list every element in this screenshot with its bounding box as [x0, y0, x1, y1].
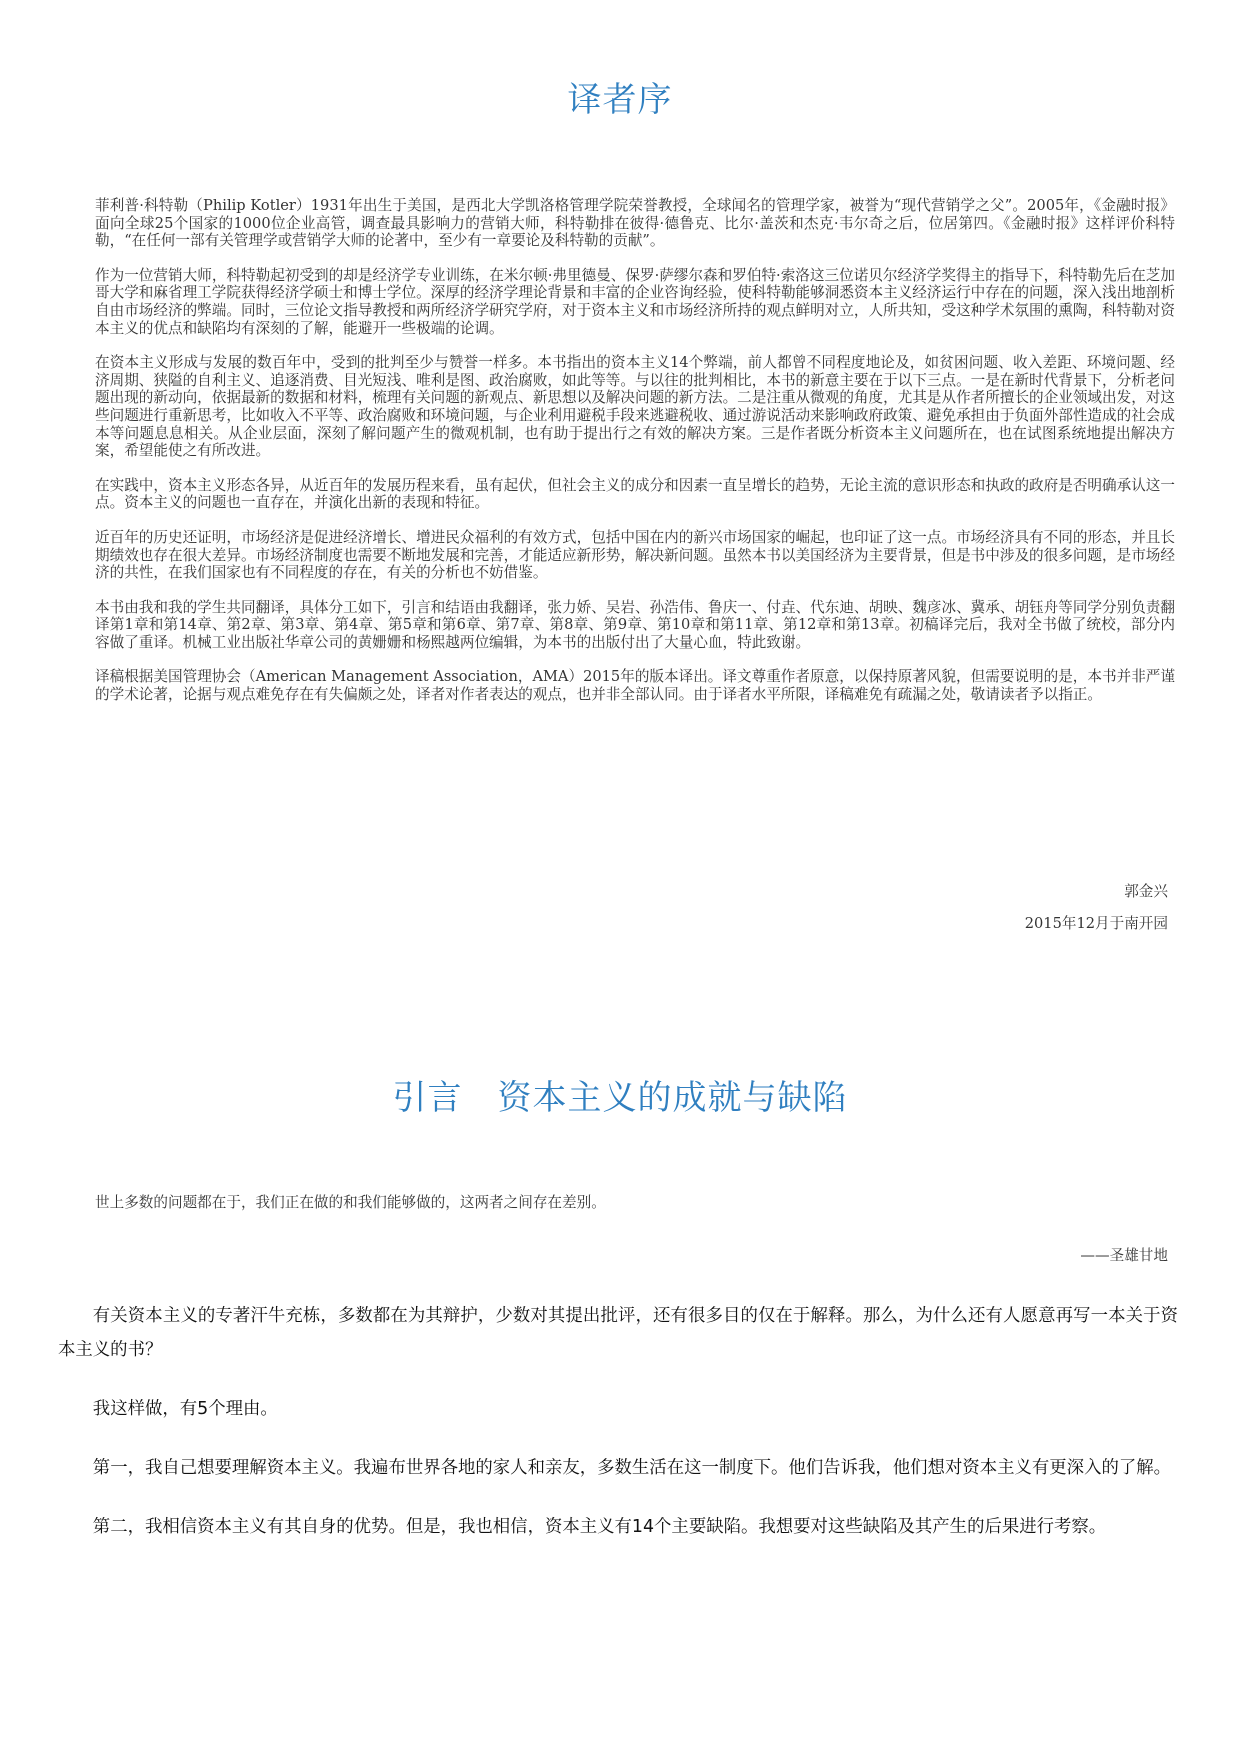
preface-paragraph: 在实践中，资本主义形态各异，从近百年的发展历程来看，虽有起伏，但社会主义的成分和因素一直呈增长的趋势，无论主流的意识形态和执政的政府是否明确承认这一点。资本主义的问题也一直存在，并演化出新的表现和特征。 [95, 476, 1175, 512]
intro-paragraph: 有关资本主义的专著汗牛充栋，多数都在为其辩护，少数对其提出批评，还有很多目的仅在于解释。那么，为什么还有人愿意再写一本关于资本主义的书？ [58, 1306, 1178, 1360]
translation-date: 2015年12月于南开园 [1024, 915, 1168, 932]
intro-paragraph: 我这样做，有5个理由。 [92, 1399, 278, 1419]
intro-paragraph: 第二，我相信资本主义有其自身的优势。但是，我也相信，资本主义有14个主要缺陷。我想要对这些缺陷及其产生的后果进行考察。 [92, 1517, 1107, 1537]
preface-paragraph: 作为一位营销大师，科特勒起初受到的却是经济学专业训练，在米尔顿·弗里德曼、保罗·萨缪尔森和罗伯特·索洛这三位诺贝尔经济学奖得主的指导下，科特勒先后在芝加哥大学和麻省理工学院获得经济学硕士和博士学位。深厚的经济学理论背景和丰富的企业咨询经验，使科特勒能够洞悉资本主义经济运行中存在的问题，深入浅出地剖析自由市场经济的弊端。同时，三位论文指导教授和两所经济学研究学府，对于资本主义和市场经济所持的观点鲜明对立，人所共知，受这种学术氛围的熏陶，科特勒对资本主义的优点和缺陷均有深刻的了解，能避开一些极端的论调。 [95, 266, 1175, 337]
preface-title: 译者序 [567, 80, 673, 120]
preface-paragraph: 菲利普·科特勒（Philip Kotler）1931年出生于美国，是西北大学凯洛格管理学院荣誉教授，全球闻名的管理学家，被誉为“现代营销学之父”。2005年，《金融时报》面向全球25个国家的1000位企业高管，调查最具影响力的营销大师，科特勒排在彼得·德鲁克、比尔·盖茨和杰克·韦尔奇之后，位居第四。《金融时报》这样评价科特勒，“在任何一部有关管理学或营销学大师的论著中，至少有一章要论及科特勒的贡献”。 [95, 197, 1175, 250]
translator-signature: 郭金兴 [1124, 883, 1168, 900]
preface-paragraph: 在资本主义形成与发展的数百年中，受到的批判至少与赞誉一样多。本书指出的资本主义14个弊端，前人都曾不同程度地论及，如贫困问题、收入差距、环境问题、经济周期、狭隘的自利主义、追逐消费、目光短浅、唯利是图、政治腐败，如此等等。与以往的批判相比，本书的新意主要在于以下三点。一是在新时代背景下，分析老问题出现的新动向，依据最新的数据和材料，梳理有关问题的新观点、新思想以及解决问题的新方法。二是注重从微观的角度，尤其是从作者所擅长的企业领域出发，对这些问题进行重新思考，比如收入不平等、政治腐败和环境问题，与企业利用避税手段来逃避税收、通过游说活动来影响政府政策、避免承担由于负面外部性造成的社会成本等问题息息相关。从企业层面，深刻了解问题产生的微观机制，也有助于提出行之有效的解决方案。三是作者既分析资本主义问题所在，也在试图系统地提出解决方案，希望能使之有所改进。 [95, 354, 1175, 460]
preface-paragraph: 本书由我和我的学生共同翻译，具体分工如下，引言和结语由我翻译，张力娇、吴岩、孙浩伟、鲁庆一、付垚、代东迪、胡映、魏彦冰、冀承、胡钰舟等同学分别负责翻译第1章和第14章、第2章、第3章、第4章、第5章和第6章、第7章、第8章、第9章、第10章和第11章、第12章和第13章。初稿译完后，我对全书做了统校，部分内容做了重译。机械工业出版社华章公司的黄姗姗和杨熙越两位编辑，为本书的出版付出了大量心血，特此致谢。 [95, 598, 1175, 651]
intro-body [58, 1299, 1178, 1569]
preface-paragraph: 近百年的历史还证明，市场经济是促进经济增长、增进民众福利的有效方式，包括中国在内的新兴市场国家的崛起，也印证了这一点。市场经济具有不同的形态，并且长期绩效也存在很大差异。市场经济制度也需要不断地发展和完善，才能适应新形势，解决新问题。虽然本书以美国经济为主要背景，但是书中涉及的很多问题，是市场经济的共性，在我们国家也有不同程度的存在，有关的分析也不妨借鉴。 [95, 528, 1175, 582]
intro-title: 引言 资本主义的成就与缺陷 [392, 1078, 848, 1118]
preface-paragraph: 译稿根据美国管理协会（American Management Association，AMA）2015年的版本译出。译文尊重作者原意，以保持原著风貌，但需要说明的是，本书并非严谨的学术论著，论据与观点难免存在有失偏颇之处，译者对作者表达的观点，也并非全部认同。由于译者水平所限，译稿难免有疏漏之处，敬请读者予以指正。 [95, 668, 1175, 704]
epigraph-author: ——圣雄甘地 [1080, 1247, 1168, 1264]
epigraph-quote: 世上多数的问题都在于，我们正在做的和我们能够做的，这两者之间存在差别。 [95, 1194, 606, 1211]
intro-paragraph: 第一，我自己想要理解资本主义。我遍布世界各地的家人和亲友，多数生活在这一制度下。他们告诉我，他们想对资本主义有更深入的了解。 [92, 1458, 1172, 1478]
preface-body [95, 197, 1175, 721]
